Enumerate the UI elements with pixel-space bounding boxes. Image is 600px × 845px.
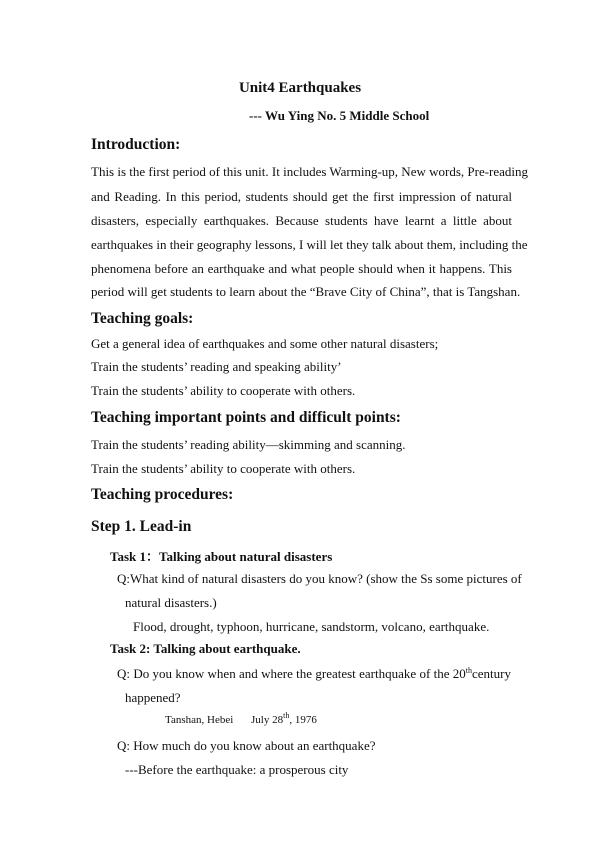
point-line-1: Train the students’ reading ability—skimming and scanning.	[91, 437, 406, 452]
author-line: --- Wu Ying No. 5 Middle School	[249, 108, 430, 123]
step1-heading: Step 1. Lead-in	[91, 518, 192, 535]
intro-line-2: and Reading. In this period, students should get the first impression of natural	[91, 189, 512, 204]
task2-q1-text: Q: Do you know when and where the greatest earthquake of the 20	[117, 666, 466, 681]
goals-heading: Teaching goals:	[91, 310, 194, 327]
goal-line-1: Get a general idea of earthquakes and some other natural disasters;	[91, 336, 439, 351]
task2-question1-line-1	[117, 666, 511, 682]
procedures-heading: Teaching procedures:	[91, 486, 234, 503]
goal-line-2: Train the students’ reading and speaking ability’	[91, 359, 342, 374]
task2-answer-date	[251, 711, 317, 726]
intro-line-5: phenomena before an earthquake and what people should when it happens. This	[91, 261, 512, 276]
task1-title: Task 1：Talking about natural disasters	[110, 549, 333, 564]
document-title: Unit4 Earthquakes	[238, 80, 362, 96]
task2-question1-line-2: happened?	[125, 690, 181, 705]
point-line-2: Train the students’ ability to cooperate with others.	[91, 461, 356, 476]
answer-date-year: , 1976	[289, 714, 317, 726]
task1-question-line-2: natural disasters.)	[125, 595, 217, 610]
task2-answer-place: Tanshan, Hebei	[165, 714, 234, 726]
intro-line-3: disasters, especially earthquakes. Because students have learnt a little about	[91, 213, 512, 228]
goal-line-3: Train the students’ ability to cooperate with others.	[91, 383, 356, 398]
task2-title: Task 2: Talking about earthquake.	[110, 641, 301, 656]
task2-question2: Q: How much do you know about an earthquake?	[117, 738, 376, 753]
answer-date-text: July 28	[251, 714, 284, 726]
task2-question2-answer: ---Before the earthquake: a prosperous city	[125, 762, 349, 777]
answer-date-superscript: th	[283, 711, 290, 720]
intro-line-1: This is the first period of this unit. It includes Warming-up, New words, Pre-reading	[91, 164, 529, 179]
intro-line-6: period will get students to learn about the “Brave City of China”, that is Tangshan.	[91, 284, 521, 299]
task1-question-line-1: Q:What kind of natural disasters do you know? (show the Ss some pictures of	[117, 571, 522, 586]
introduction-heading: Introduction:	[91, 136, 181, 153]
task2-q1-text-end: century	[472, 666, 511, 681]
task2-q1-superscript: th	[465, 666, 473, 675]
intro-line-4: earthquakes in their geography lessons, I will let they talk about them, including the	[91, 237, 528, 252]
task1-answer: Flood, drought, typhoon, hurricane, sandstorm, volcano, earthquake.	[133, 619, 490, 634]
points-heading: Teaching important points and difficult points:	[91, 409, 401, 426]
